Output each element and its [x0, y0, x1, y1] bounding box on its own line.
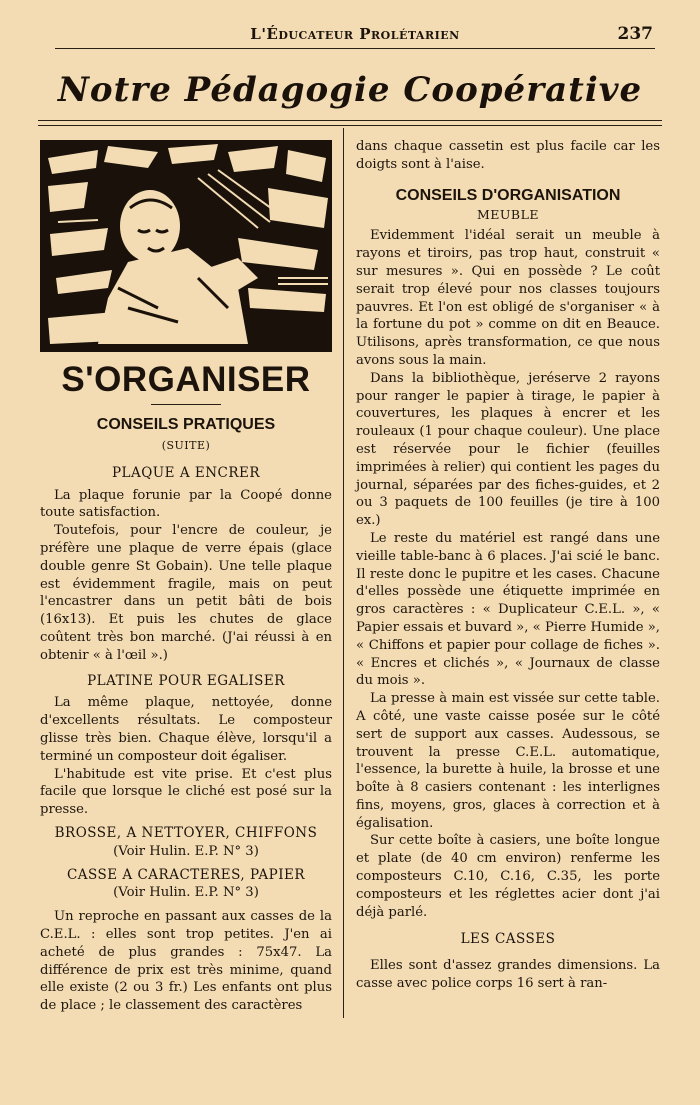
right-column — [356, 138, 660, 993]
heading-platine: PLATINE POUR EGALISER — [87, 672, 285, 689]
paragraph: Le reste du matériel est rangé dans une vieille table-banc à 6 places. J'ai scié le banc. Il reste donc le pupitre et les cases. Chacune d'elles possède une étiquette imprimée en gros caractères : « Duplicateur C.E.L. », « Papier essais et buvard », « Pierre Humide », « Chiffons et papier pour collage de fiches ». « Encres et clichés », « Journaux de classe du mois ». — [356, 530, 660, 689]
section-title: Notre Pédagogie Coopérative — [57, 70, 643, 110]
reference-note: (Voir Hulin. E.P. N° 3) — [113, 885, 259, 901]
suite-label: (SUITE) — [161, 439, 211, 452]
heading-conseils-organisation: CONSEILS D'ORGANISATION — [395, 186, 621, 204]
heading-plaque: PLAQUE A ENCRER — [111, 464, 261, 481]
heading-casse: CASSE A CARACTERES, PAPIER — [66, 866, 306, 883]
journal-name: L'Éducateur Prolétarien — [250, 25, 460, 43]
paragraph: L'habitude est vite prise. Et c'est plus facile que lorsque le cliché est posé sur la presse. — [40, 766, 332, 818]
left-column — [40, 138, 332, 1015]
paragraph: dans chaque cassetin est plus facile car les doigts sont à l'aise. — [356, 139, 660, 172]
reference-note: (Voir Hulin. E.P. N° 3) — [113, 843, 259, 859]
heading-brosse: BROSSE, A NETTOYER, CHIFFONS — [54, 824, 318, 841]
paragraph: La plaque forunie par la Coopé donne toute satisfaction. — [40, 487, 332, 521]
paragraph: Un reproche en passant aux casses de la C.E.L. : elles sont trop petites. J'en ai acheté de plus grandes : 75x47. La différence de prix est très minime, quand elle existe (2 ou 3 fr.) Les enfants ont plus de place ; le classement des caractères — [40, 909, 332, 1014]
paragraph: Sur cette boîte à casiers, une boîte longue et plate (de 40 cm environ) renferme les composteurs C.10, C.16, C.35, les porte composteurs et les réglettes acier dont j'ai déjà parlé. — [356, 833, 660, 920]
running-head — [55, 22, 655, 49]
heading-meuble: MEUBLE — [476, 206, 540, 222]
title-rule — [38, 120, 662, 126]
page-number: 237 — [617, 24, 653, 44]
paragraph: Dans la bibliothèque, jeréserve 2 rayons pour ranger le papier à tirage, le papier à couvertures, les plaques à encrer et les rouleaux (1 pour chaque couleur). Une place est réservée pour le fichier (feuilles imprimées à relier) qui contient les pages du journal, séparées par des fiches-guides, et 2 ou 3 paquets de 100 feuilles (je tire à 100 ex.) — [356, 370, 660, 529]
subtitle-conseils-pratiques: CONSEILS PRATIQUES — [96, 416, 276, 433]
article-title: S'ORGANISER — [61, 360, 311, 399]
paragraph: Toutefois, pour l'encre de couleur, je préfère une plaque de verre épais (glace double genre St Gobain). Une telle plaque est évidemment fragile, mais on peut l'encastrer dans un petit bâti de bois (16x13). Et puis les chutes de glace coûtent très bon marché. (J'ai réussi à en obtenir « à l'œil ».) — [40, 523, 332, 663]
column-divider — [343, 128, 344, 1018]
title-underline — [151, 404, 221, 405]
paragraph: La presse à main est vissée sur cette table. A côté, une vaste caisse posée sur le côté sert de support aux casses. Audessous, se trouvent la presse C.E.L. automatique, l'essence, la burette à huile, la brosse et une boîte à 8 casiers contenant : les interlignes fins, moyens, gros, glaces à correction et à égalisation. — [356, 691, 660, 831]
paragraph: Elles sont d'assez grandes dimensions. La casse avec police corps 16 sert à ran- — [356, 958, 660, 992]
paragraph: La même plaque, nettoyée, donne d'excellents résultats. Le composteur glisse très bien. Chaque élève, lorsqu'il a terminé un composteur doit égaliser. — [40, 695, 332, 764]
woodcut-illustration — [38, 138, 334, 354]
paragraph: Evidemment l'idéal serait un meuble à rayons et tiroirs, pas trop haut, construit « sur mesures ». Qui en possède ? Le coût serait trop élevé pour nos classes toujours pauvres. Et l'on est obligé de s'organiser « à la fortune du pot » comme on dit en Beauce. Utilisons, après transformation, ce que nous avons sous la main. — [356, 228, 660, 368]
heading-les-casses: LES CASSES — [460, 931, 556, 948]
